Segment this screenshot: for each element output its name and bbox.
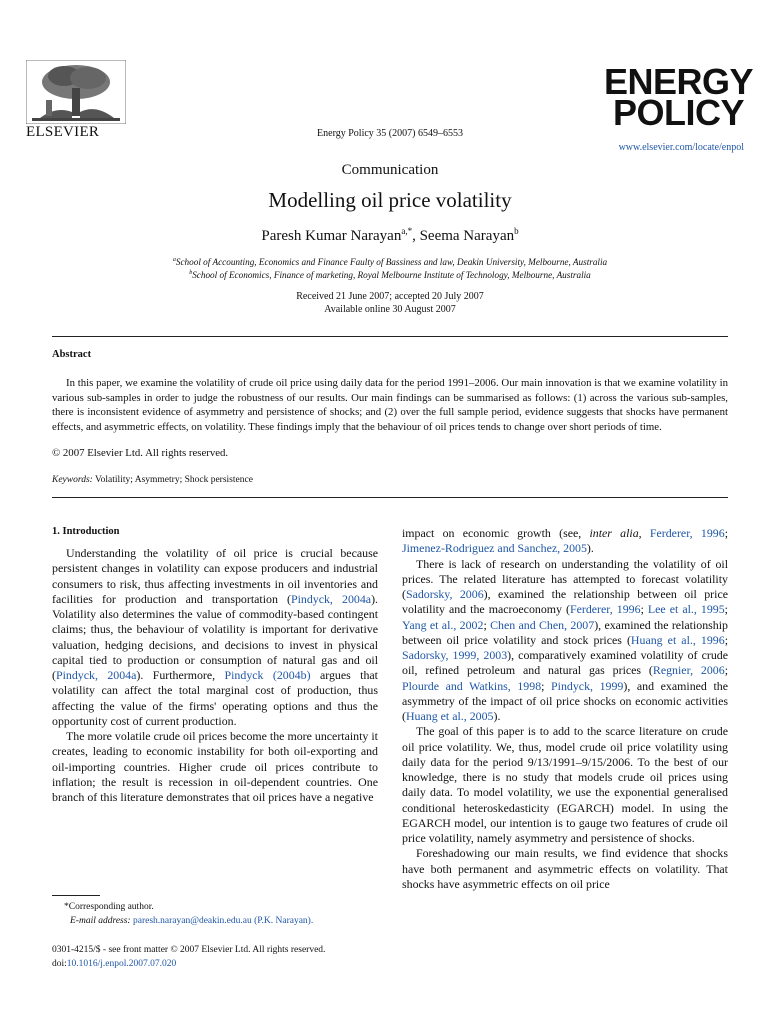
journal-url-link[interactable]: www.elsevier.com/locate/enpol (618, 142, 744, 153)
author-1-sup: a,* (401, 226, 413, 236)
intro-paragraph-1: Understanding the volatility of oil price is crucial because persistent changes in volatility can expose producers and industrial consumers to risk, thus affecting investments in oil inventories and facilities for production and transportation (Pindyck, 2004a). Volatility also determines the value of commodity-based contingent claims; thus, the behaviour of volatility is important for derivative valuation, hedging decisions, and decisions to invest in physical capital tied to production or consumption of natural gas and oil (Pindyck, 2004a). Furthermore, Pindyck (2004b) argues that volatility can affect the total marginal cost of production, thus affecting the value of the firms' operating options and thus the opportunity cost of current production. (52, 546, 378, 728)
affiliation-b: $^b$School of Economics, Finance of marketing, Royal Melbourne Institute of Technology, Melbourne, Australia (189, 270, 591, 281)
article-section-type: Communication (341, 162, 439, 178)
publisher-name: ELSEVIER (26, 124, 100, 140)
abstract-copyright: © 2007 Elsevier Ltd. All rights reserved. (52, 447, 229, 459)
logo-line-2: POLICY (612, 92, 744, 133)
intro-paragraph-5: Foreshadowing our main results, we find evidence that shocks have both permanent and asymmetric effects on volatility. That shocks have asymmetric effects on oil price (402, 846, 728, 891)
citation-link[interactable]: Jimenez-Rodriguez and Sanchez, 2005 (402, 541, 587, 556)
citation-link[interactable]: Plourde and Watkins, 1998 (402, 678, 542, 693)
author-2: , Seema Narayan (412, 228, 515, 244)
doi-line: doi:10.1016/j.enpol.2007.07.020 (52, 959, 177, 969)
journal-logo (604, 61, 754, 133)
citation-link[interactable]: Pindyck, 2004a (290, 591, 372, 606)
column-left (52, 546, 378, 805)
citation-link[interactable]: Huang et al., 1996 (630, 632, 725, 647)
available-date: Available online 30 August 2007 (324, 304, 456, 315)
footnote-corresponding: *Corresponding author. (64, 902, 154, 912)
article-title: Modelling oil price volatility (268, 188, 512, 212)
footnote-email: E-mail address: paresh.narayan@deakin.edu.au (P.K. Narayan). (70, 916, 314, 926)
author-2-sup: b (514, 226, 519, 236)
abstract-heading: Abstract (52, 349, 92, 360)
intro-paragraph-4: The goal of this paper is to add to the scarce literature on crude oil price volatility. We, thus, model crude oil price volatility using daily data for the period 9/13/1991–9/15/2006. To the best of our knowledge, there is no study that models crude oil prices using daily data. To model volatility, we use the exponential generalised conditional heteroskedasticity (EGARCH) model. In using the EGARCH model, our intention is to gauge two features of crude oil price volatility, namely asymmetry and persistence of shocks. (402, 724, 728, 845)
citation-link[interactable]: Pindyck, 2004a (55, 668, 137, 682)
divider-top (52, 336, 728, 337)
elsevier-tree-logo (26, 60, 126, 129)
issn-line: 0301-4215/$ - see front matter © 2007 Elsevier Ltd. All rights reserved. (52, 945, 326, 955)
doi-link[interactable]: 10.1016/j.enpol.2007.07.020 (66, 959, 177, 969)
citation-link[interactable]: Sadorsky, 1999, 2003 (402, 648, 508, 662)
intro-paragraph-continued: impact on economic growth (see, inter alia, Ferderer, 1996; Jimenez-Rodriguez and Sanchez, 2005). (402, 526, 728, 556)
affiliation-a: $^a$School of Accounting, Economics and Finance Faulty of Bassiness and law, Deakin University, Melbourne, Australia (172, 257, 608, 268)
intro-paragraph-3: There is lack of research on understanding the volatility of oil prices. The related literature has attempted to forecast volatility (Sadorsky, 2006), examined the relationship between oil price volatility and the macroeconomy (Ferderer, 1996; Lee et al., 1995; Yang et al., 2002; Chen and Chen, 2007), examined the relationship between oil price volatility and stock prices (Huang et al., 1996; Sadorsky, 1999, 2003), comparatively examined volatility of crude oil, refined petroleum and natural gas prices (Regnier, 2006; Plourde and Watkins, 1998; Pindyck, 1999), and examined the asymmetry of the impact of oil price shocks on economic activities (Huang et al., 2005). (402, 556, 729, 723)
intro-paragraph-2: The more volatile crude oil prices become the more uncertainty it creates, leading to economic instability for both oil-exporting and oil-importing countries. Higher crude oil prices contribute to inflation; the result is recession in oil-dependent countries. One branch of this literature demonstrates that oil prices have a negative (52, 729, 378, 804)
email-link[interactable]: paresh.narayan@deakin.edu.au (132, 916, 252, 926)
abstract-text: In this paper, we examine the volatility of crude oil price using daily data for the period 1991–2006. Our main innovation is that we examine volatility in various sub-samples in order to judge the robustness of our results. Our main findings can be summarised as follows: (1) across the various sub-samples, there is inconsistent evidence of asymmetry and persistence of shocks; and (2) over the full sample period, evidence suggests that shocks have permanent effects, and asymmetric effects, on volatility. These findings imply that the behaviour of oil prices tends to change over short periods of time. (52, 377, 728, 433)
citation-link[interactable]: Regnier, 2006 (652, 663, 725, 678)
footnote-rule (52, 895, 100, 896)
journal-citation: Energy Policy 35 (2007) 6549–6553 (317, 128, 463, 139)
author-1: Paresh Kumar Narayan (261, 228, 402, 244)
citation-link[interactable]: Pindyck (2004b) (224, 668, 311, 682)
keywords: Keywords: Volatility; Asymmetry; Shock persistence (52, 475, 253, 485)
citation-link[interactable]: Lee et al., 1995 (647, 602, 725, 617)
logo-line-1: ENERGY (604, 61, 754, 102)
citation-link[interactable]: Chen and Chen, 2007 (490, 617, 595, 632)
citation-link[interactable]: Ferderer, 1996 (649, 526, 725, 540)
divider-bottom (52, 497, 728, 498)
section-heading-introduction: 1. Introduction (52, 526, 120, 537)
column-right (402, 526, 728, 892)
citation-link[interactable]: Sadorsky, 2006 (405, 587, 484, 601)
article-authors (0, 226, 768, 245)
citation-link[interactable]: Pindyck, 1999 (551, 678, 624, 693)
citation-link[interactable]: Huang et al., 2005 (405, 709, 494, 723)
citation-link[interactable]: Yang et al., 2002 (402, 617, 484, 632)
citation-link[interactable]: Ferderer, 1996 (569, 602, 641, 617)
received-dates: Received 21 June 2007; accepted 20 July 2007 (296, 291, 484, 302)
